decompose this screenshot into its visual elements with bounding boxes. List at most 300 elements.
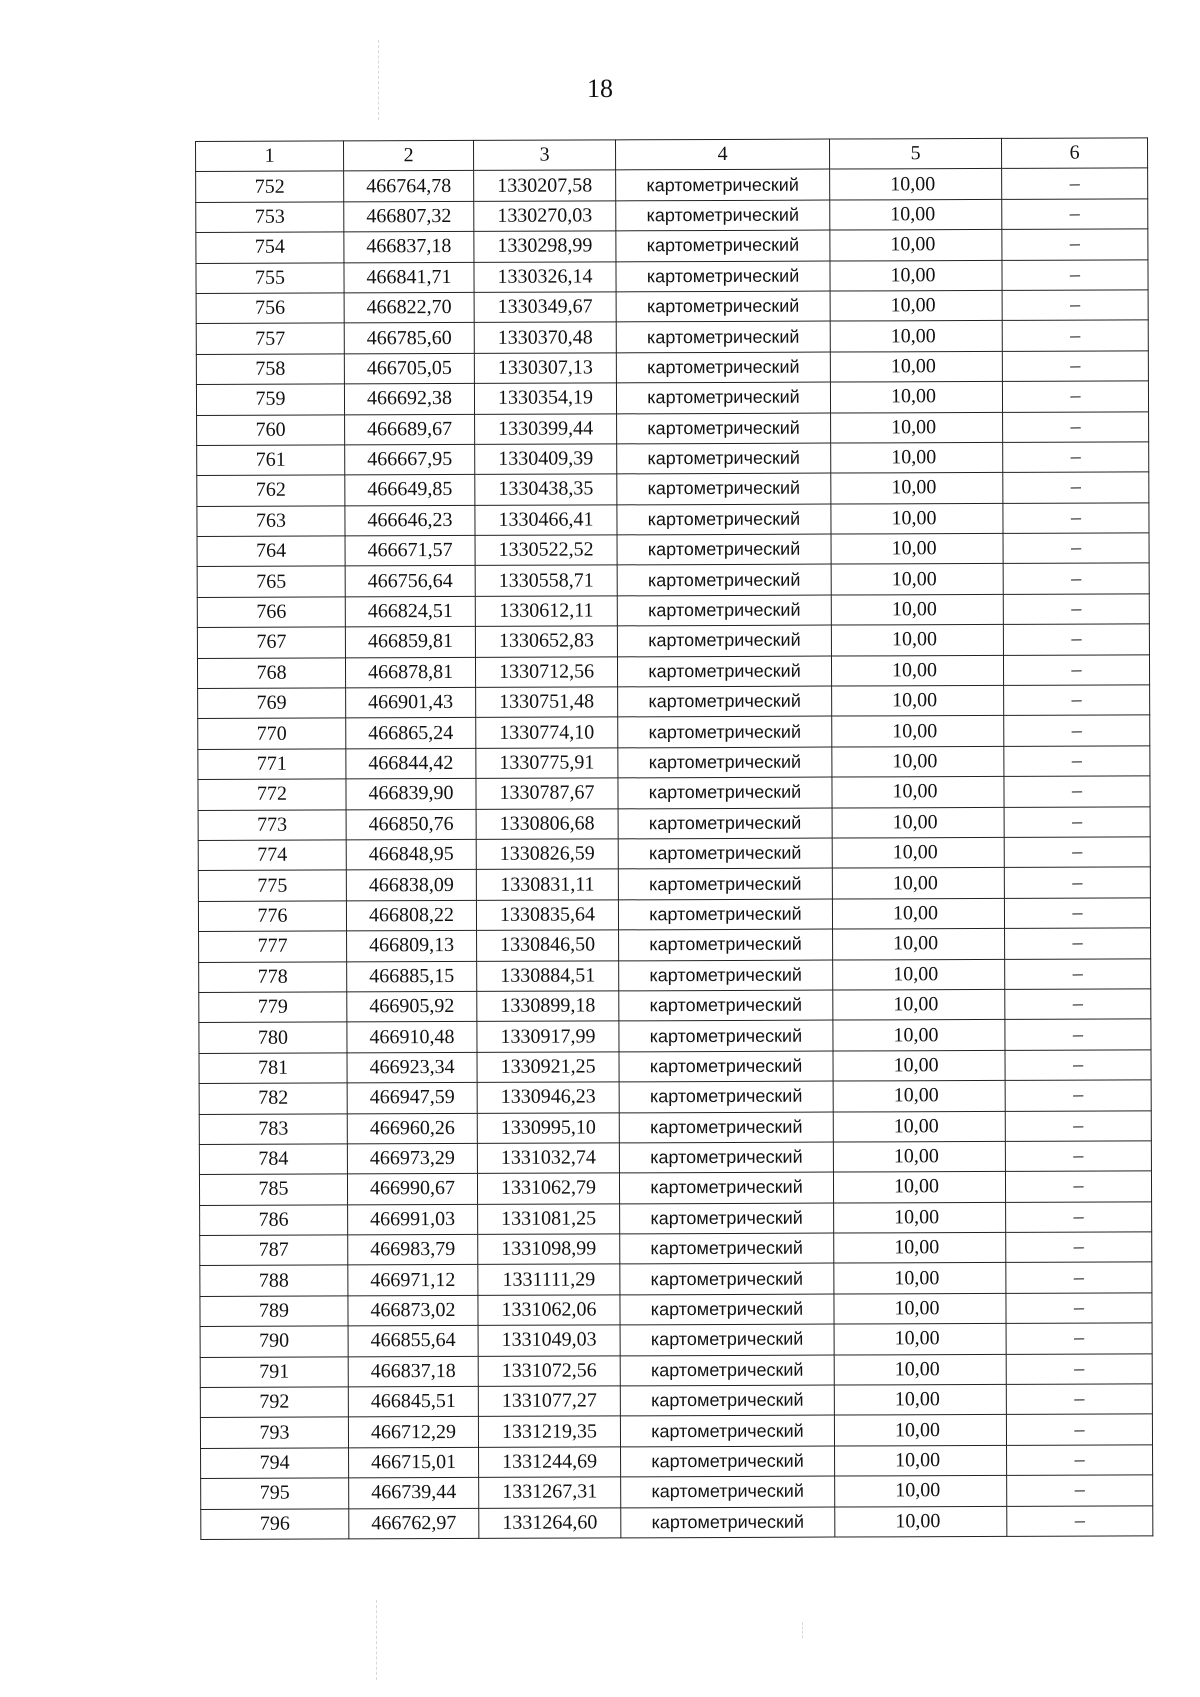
y-coordinate-cell: 1330921,25: [477, 1052, 619, 1083]
table-header-row: [196, 138, 1148, 172]
y-coordinate-cell: 1331244,69: [479, 1447, 621, 1478]
point-number-cell: 775: [198, 870, 346, 901]
table-row: [196, 229, 1148, 263]
accuracy-cell: 10,00: [833, 1020, 1005, 1051]
x-coordinate-cell: 466845,51: [348, 1386, 478, 1417]
description-cell: –: [1002, 290, 1148, 321]
method-cell: картометрический: [616, 261, 830, 292]
point-number-cell: 773: [198, 810, 346, 841]
accuracy-cell: 10,00: [830, 169, 1002, 200]
column-header: 6: [1001, 138, 1147, 169]
point-number-cell: 776: [198, 901, 346, 932]
point-number-cell: 778: [199, 961, 347, 992]
point-number-cell: 760: [197, 414, 345, 445]
point-number-cell: 772: [198, 779, 346, 810]
table-row: [196, 259, 1148, 293]
point-number-cell: 764: [197, 536, 345, 567]
accuracy-cell: 10,00: [833, 989, 1005, 1020]
y-coordinate-cell: 1330787,67: [476, 778, 618, 809]
accuracy-cell: 10,00: [834, 1324, 1006, 1355]
accuracy-cell: 10,00: [834, 1415, 1006, 1446]
method-cell: картометрический: [620, 1294, 834, 1325]
table-row: [200, 1323, 1152, 1357]
table-row: [198, 837, 1150, 871]
description-cell: –: [1004, 685, 1150, 716]
x-coordinate-cell: 466844,42: [346, 748, 476, 779]
description-cell: –: [1003, 594, 1149, 625]
method-cell: картометрический: [618, 808, 832, 839]
accuracy-cell: 10,00: [832, 837, 1004, 868]
x-coordinate-cell: 466837,18: [344, 232, 474, 263]
method-cell: картометрический: [616, 382, 830, 413]
point-number-cell: 777: [199, 931, 347, 962]
method-cell: картометрический: [618, 868, 832, 899]
point-number-cell: 770: [198, 718, 346, 749]
x-coordinate-cell: 466873,02: [348, 1295, 478, 1326]
x-coordinate-cell: 466973,29: [347, 1143, 477, 1174]
table-row: [199, 1080, 1151, 1114]
point-number-cell: 786: [200, 1205, 348, 1236]
point-number-cell: 769: [198, 688, 346, 719]
y-coordinate-cell: 1330917,99: [477, 1021, 619, 1052]
table-row: [197, 503, 1149, 537]
point-number-cell: 785: [199, 1174, 347, 1205]
y-coordinate-cell: 1331062,06: [478, 1295, 620, 1326]
point-number-cell: 790: [200, 1326, 348, 1357]
y-coordinate-cell: 1331077,27: [478, 1386, 620, 1417]
point-number-cell: 779: [199, 992, 347, 1023]
point-number-cell: 752: [196, 171, 344, 202]
description-cell: –: [1006, 1293, 1152, 1324]
accuracy-cell: 10,00: [831, 503, 1003, 534]
table-row: [200, 1232, 1152, 1266]
method-cell: картометрический: [620, 1355, 834, 1386]
method-cell: картометрический: [621, 1476, 835, 1507]
y-coordinate-cell: 1330826,59: [476, 839, 618, 870]
description-cell: –: [1002, 351, 1148, 382]
method-cell: картометрический: [619, 990, 833, 1021]
method-cell: картометрический: [619, 1020, 833, 1051]
x-coordinate-cell: 466923,34: [347, 1052, 477, 1083]
x-coordinate-cell: 466762,97: [349, 1508, 479, 1539]
y-coordinate-cell: 1330298,99: [474, 231, 616, 262]
point-number-cell: 759: [196, 384, 344, 415]
x-coordinate-cell: 466671,57: [345, 536, 475, 567]
table-row: [197, 411, 1149, 445]
x-coordinate-cell: 466667,95: [345, 444, 475, 475]
scan-artifact-bottom: [376, 1600, 377, 1680]
x-coordinate-cell: 466822,70: [344, 292, 474, 323]
table-row: [196, 290, 1148, 324]
coordinates-table: [195, 137, 1153, 1540]
method-cell: картометрический: [620, 1233, 834, 1264]
table-row: [199, 958, 1151, 992]
table-row: [199, 1019, 1151, 1053]
point-number-cell: 795: [201, 1478, 349, 1509]
x-coordinate-cell: 466809,13: [347, 931, 477, 962]
x-coordinate-cell: 466848,95: [346, 839, 476, 870]
table-row: [200, 1414, 1152, 1448]
method-cell: картометрический: [621, 1446, 835, 1477]
accuracy-cell: 10,00: [835, 1445, 1007, 1476]
accuracy-cell: 10,00: [832, 807, 1004, 838]
y-coordinate-cell: 1331098,99: [478, 1234, 620, 1265]
description-cell: –: [1006, 1353, 1152, 1384]
x-coordinate-cell: 466983,79: [348, 1234, 478, 1265]
y-coordinate-cell: 1330349,67: [474, 292, 616, 323]
table-row: [199, 989, 1151, 1023]
x-coordinate-cell: 466712,29: [348, 1417, 478, 1448]
description-cell: –: [1002, 259, 1148, 290]
description-cell: –: [1002, 199, 1148, 230]
x-coordinate-cell: 466859,81: [345, 627, 475, 658]
method-cell: картометрический: [619, 1051, 833, 1082]
point-number-cell: 766: [197, 597, 345, 628]
table-row: [200, 1202, 1152, 1236]
y-coordinate-cell: 1331264,60: [479, 1507, 621, 1538]
y-coordinate-cell: 1330558,71: [475, 565, 617, 596]
accuracy-cell: 10,00: [832, 685, 1004, 716]
accuracy-cell: 10,00: [834, 1263, 1006, 1294]
table-row: [198, 746, 1150, 780]
y-coordinate-cell: 1330751,48: [476, 687, 618, 718]
method-cell: картометрический: [618, 838, 832, 869]
point-number-cell: 757: [196, 323, 344, 354]
accuracy-cell: 10,00: [833, 1172, 1005, 1203]
description-cell: –: [1004, 837, 1150, 868]
table-row: [199, 1110, 1151, 1144]
table-row: [199, 1171, 1151, 1205]
y-coordinate-cell: 1330612,11: [475, 596, 617, 627]
point-number-cell: 753: [196, 202, 344, 233]
description-cell: –: [1006, 1414, 1152, 1445]
description-cell: –: [1006, 1323, 1152, 1354]
y-coordinate-cell: 1331032,74: [477, 1143, 619, 1174]
accuracy-cell: 10,00: [831, 412, 1003, 443]
point-number-cell: 763: [197, 506, 345, 537]
method-cell: картометрический: [617, 413, 831, 444]
description-cell: –: [1007, 1505, 1153, 1536]
table-row: [196, 351, 1148, 385]
y-coordinate-cell: 1330774,10: [476, 717, 618, 748]
accuracy-cell: 10,00: [830, 260, 1002, 291]
accuracy-cell: 10,00: [830, 351, 1002, 382]
x-coordinate-cell: 466838,09: [346, 870, 476, 901]
y-coordinate-cell: 1331049,03: [478, 1325, 620, 1356]
x-coordinate-cell: 466807,32: [344, 201, 474, 232]
accuracy-cell: 10,00: [834, 1384, 1006, 1415]
table-row: [197, 624, 1149, 658]
method-cell: картометрический: [619, 1142, 833, 1173]
method-cell: картометрический: [616, 321, 830, 352]
accuracy-cell: 10,00: [833, 959, 1005, 990]
y-coordinate-cell: 1331072,56: [478, 1356, 620, 1387]
scan-artifact-bottom-right: [802, 1622, 803, 1638]
table-row: [197, 472, 1149, 506]
method-cell: картометрический: [616, 200, 830, 231]
description-cell: –: [1002, 320, 1148, 351]
accuracy-cell: 10,00: [831, 655, 1003, 686]
x-coordinate-cell: 466878,81: [345, 657, 475, 688]
y-coordinate-cell: 1330270,03: [474, 201, 616, 232]
point-number-cell: 754: [196, 232, 344, 263]
point-number-cell: 765: [197, 566, 345, 597]
y-coordinate-cell: 1331062,79: [477, 1173, 619, 1204]
y-coordinate-cell: 1330831,11: [476, 869, 618, 900]
method-cell: картометрический: [617, 473, 831, 504]
accuracy-cell: 10,00: [832, 898, 1004, 929]
description-cell: –: [1003, 563, 1149, 594]
x-coordinate-cell: 466991,03: [348, 1204, 478, 1235]
method-cell: картометрический: [620, 1415, 834, 1446]
accuracy-cell: 10,00: [834, 1354, 1006, 1385]
point-number-cell: 774: [198, 840, 346, 871]
y-coordinate-cell: 1330775,91: [476, 748, 618, 779]
accuracy-cell: 10,00: [830, 230, 1002, 261]
description-cell: –: [1005, 1080, 1151, 1111]
point-number-cell: 792: [200, 1387, 348, 1418]
method-cell: картометрический: [618, 686, 832, 717]
table-row: [197, 594, 1149, 628]
x-coordinate-cell: 466692,38: [344, 384, 474, 415]
point-number-cell: 784: [199, 1144, 347, 1175]
method-cell: картометрический: [620, 1203, 834, 1234]
y-coordinate-cell: 1331267,31: [479, 1477, 621, 1508]
point-number-cell: 788: [200, 1265, 348, 1296]
method-cell: картометрический: [616, 291, 830, 322]
y-coordinate-cell: 1330899,18: [477, 991, 619, 1022]
y-coordinate-cell: 1330409,39: [475, 444, 617, 475]
method-cell: картометрический: [617, 534, 831, 565]
x-coordinate-cell: 466808,22: [346, 900, 476, 931]
description-cell: –: [1002, 229, 1148, 260]
table-row: [198, 806, 1150, 840]
accuracy-cell: 10,00: [831, 473, 1003, 504]
point-number-cell: 780: [199, 1022, 347, 1053]
point-number-cell: 783: [199, 1113, 347, 1144]
accuracy-cell: 10,00: [830, 199, 1002, 230]
point-number-cell: 767: [197, 627, 345, 658]
method-cell: картометрический: [616, 230, 830, 261]
point-number-cell: 794: [201, 1448, 349, 1479]
method-cell: картометрический: [619, 1172, 833, 1203]
y-coordinate-cell: 1330370,48: [474, 322, 616, 353]
y-coordinate-cell: 1330307,13: [474, 353, 616, 384]
accuracy-cell: 10,00: [834, 1232, 1006, 1263]
table-row: [198, 776, 1150, 810]
table-body: [196, 168, 1153, 1539]
description-cell: –: [1005, 1050, 1151, 1081]
accuracy-cell: 10,00: [834, 1202, 1006, 1233]
method-cell: картометрический: [619, 1081, 833, 1112]
table-row: [201, 1475, 1153, 1509]
method-cell: картометрический: [620, 1264, 834, 1295]
y-coordinate-cell: 1330806,68: [476, 808, 618, 839]
description-cell: –: [1006, 1202, 1152, 1233]
description-cell: –: [1006, 1262, 1152, 1293]
x-coordinate-cell: 466824,51: [345, 596, 475, 627]
y-coordinate-cell: 1330399,44: [475, 413, 617, 444]
y-coordinate-cell: 1330946,23: [477, 1082, 619, 1113]
accuracy-cell: 10,00: [835, 1506, 1007, 1537]
y-coordinate-cell: 1330652,83: [475, 626, 617, 657]
description-cell: –: [1004, 715, 1150, 746]
x-coordinate-cell: 466785,60: [344, 323, 474, 354]
x-coordinate-cell: 466837,18: [348, 1356, 478, 1387]
column-header: 2: [344, 140, 474, 171]
y-coordinate-cell: 1331219,35: [478, 1416, 620, 1447]
y-coordinate-cell: 1330712,56: [475, 657, 617, 688]
table-row: [199, 928, 1151, 962]
column-header: 5: [829, 138, 1001, 169]
table-row: [201, 1505, 1153, 1539]
point-number-cell: 789: [200, 1296, 348, 1327]
column-header: 4: [615, 139, 829, 170]
point-number-cell: 761: [197, 445, 345, 476]
x-coordinate-cell: 466850,76: [346, 809, 476, 840]
y-coordinate-cell: 1330354,19: [474, 383, 616, 414]
x-coordinate-cell: 466689,67: [345, 414, 475, 445]
point-number-cell: 756: [196, 293, 344, 324]
accuracy-cell: 10,00: [833, 1050, 1005, 1081]
description-cell: –: [1002, 381, 1148, 412]
x-coordinate-cell: 466885,15: [347, 961, 477, 992]
description-cell: –: [1006, 1232, 1152, 1263]
table-row: [197, 533, 1149, 567]
accuracy-cell: 10,00: [831, 442, 1003, 473]
accuracy-cell: 10,00: [833, 1111, 1005, 1142]
table-row: [198, 715, 1150, 749]
description-cell: –: [1004, 746, 1150, 777]
method-cell: картометрический: [619, 1112, 833, 1143]
table-row: [197, 442, 1149, 476]
x-coordinate-cell: 466910,48: [347, 1022, 477, 1053]
description-cell: –: [1003, 624, 1149, 655]
accuracy-cell: 10,00: [832, 777, 1004, 808]
point-number-cell: 768: [197, 658, 345, 689]
table-row: [199, 1141, 1151, 1175]
table-row: [196, 320, 1148, 354]
accuracy-cell: 10,00: [834, 1293, 1006, 1324]
accuracy-cell: 10,00: [833, 1081, 1005, 1112]
column-header: 3: [473, 140, 615, 171]
description-cell: –: [1004, 776, 1150, 807]
accuracy-cell: 10,00: [830, 321, 1002, 352]
description-cell: –: [1005, 1171, 1151, 1202]
y-coordinate-cell: 1330884,51: [477, 960, 619, 991]
y-coordinate-cell: 1331111,29: [478, 1264, 620, 1295]
point-number-cell: 782: [199, 1083, 347, 1114]
point-number-cell: 781: [199, 1053, 347, 1084]
description-cell: –: [1007, 1445, 1153, 1476]
point-number-cell: 758: [196, 354, 344, 385]
description-cell: –: [1003, 411, 1149, 442]
description-cell: –: [1003, 472, 1149, 503]
accuracy-cell: 10,00: [831, 594, 1003, 625]
table-row: [199, 1050, 1151, 1084]
accuracy-cell: 10,00: [832, 868, 1004, 899]
y-coordinate-cell: 1330846,50: [477, 930, 619, 961]
method-cell: картометрический: [617, 565, 831, 596]
y-coordinate-cell: 1331081,25: [478, 1204, 620, 1235]
page-number: 18: [587, 74, 613, 103]
description-cell: –: [1003, 533, 1149, 564]
method-cell: картометрический: [617, 443, 831, 474]
table-row: [198, 867, 1150, 901]
table-row: [200, 1262, 1152, 1296]
x-coordinate-cell: 466971,12: [348, 1265, 478, 1296]
x-coordinate-cell: 466646,23: [345, 505, 475, 536]
description-cell: –: [1006, 1384, 1152, 1415]
y-coordinate-cell: 1330522,52: [475, 535, 617, 566]
table-row: [197, 563, 1149, 597]
method-cell: картометрический: [618, 747, 832, 778]
table-row: [201, 1445, 1153, 1479]
table-row: [197, 654, 1149, 688]
accuracy-cell: 10,00: [831, 533, 1003, 564]
description-cell: –: [1005, 989, 1151, 1020]
point-number-cell: 762: [197, 475, 345, 506]
x-coordinate-cell: 466715,01: [349, 1447, 479, 1478]
point-number-cell: 771: [198, 749, 346, 780]
x-coordinate-cell: 466649,85: [345, 475, 475, 506]
accuracy-cell: 10,00: [830, 382, 1002, 413]
method-cell: картометрический: [617, 595, 831, 626]
description-cell: –: [1003, 503, 1149, 534]
x-coordinate-cell: 466960,26: [347, 1113, 477, 1144]
accuracy-cell: 10,00: [830, 290, 1002, 321]
method-cell: картометрический: [618, 777, 832, 808]
x-coordinate-cell: 466839,90: [346, 779, 476, 810]
x-coordinate-cell: 466756,64: [345, 566, 475, 597]
description-cell: –: [1004, 898, 1150, 929]
point-number-cell: 791: [200, 1357, 348, 1388]
point-number-cell: 755: [196, 262, 344, 293]
point-number-cell: 793: [200, 1417, 348, 1448]
table-row: [196, 199, 1148, 233]
table-row: [198, 685, 1150, 719]
x-coordinate-cell: 466901,43: [346, 687, 476, 718]
method-cell: картометрический: [616, 352, 830, 383]
x-coordinate-cell: 466705,05: [344, 353, 474, 384]
x-coordinate-cell: 466905,92: [347, 991, 477, 1022]
table-row: [200, 1353, 1152, 1387]
description-cell: –: [1002, 168, 1148, 199]
method-cell: картометрический: [620, 1324, 834, 1355]
method-cell: картометрический: [617, 504, 831, 535]
method-cell: картометрический: [618, 899, 832, 930]
method-cell: картометрический: [619, 960, 833, 991]
description-cell: –: [1003, 442, 1149, 473]
method-cell: картометрический: [620, 1385, 834, 1416]
description-cell: –: [1005, 1110, 1151, 1141]
method-cell: картометрический: [618, 716, 832, 747]
description-cell: –: [1005, 958, 1151, 989]
accuracy-cell: 10,00: [831, 625, 1003, 656]
y-coordinate-cell: 1330207,58: [474, 170, 616, 201]
accuracy-cell: 10,00: [833, 1141, 1005, 1172]
accuracy-cell: 10,00: [832, 746, 1004, 777]
method-cell: картометрический: [621, 1507, 835, 1538]
description-cell: –: [1005, 1019, 1151, 1050]
description-cell: –: [1004, 806, 1150, 837]
accuracy-cell: 10,00: [831, 564, 1003, 595]
point-number-cell: 787: [200, 1235, 348, 1266]
x-coordinate-cell: 466865,24: [346, 718, 476, 749]
point-number-cell: 796: [201, 1508, 349, 1539]
x-coordinate-cell: 466841,71: [344, 262, 474, 293]
x-coordinate-cell: 466739,44: [349, 1478, 479, 1509]
